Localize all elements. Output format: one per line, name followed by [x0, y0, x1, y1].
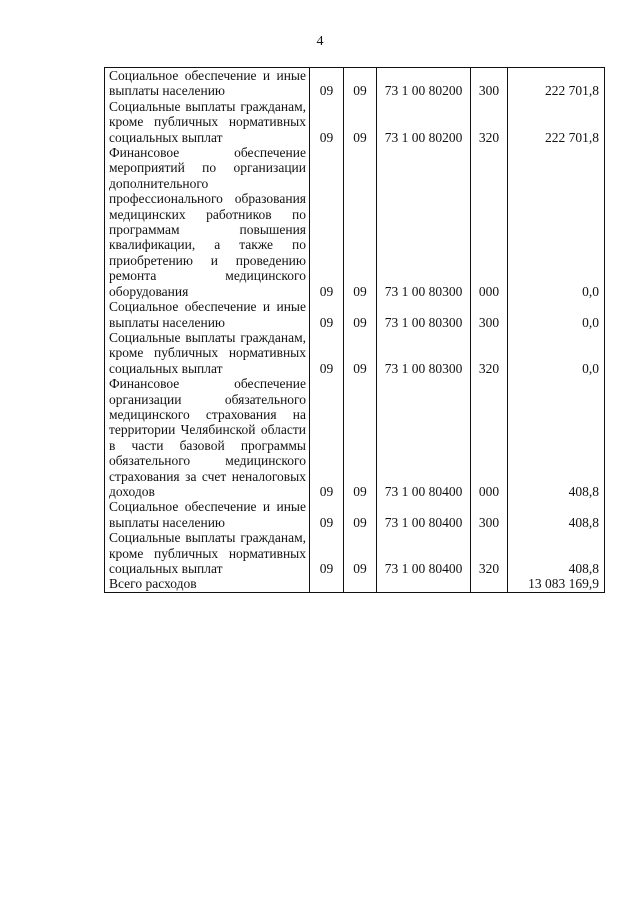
- row-expense-type: 300: [471, 299, 508, 330]
- row-section: 09: [310, 68, 344, 99]
- table-row: [105, 530, 605, 576]
- page-number: 4: [316, 34, 324, 49]
- row-target-article: 73 1 00 80200: [377, 99, 471, 145]
- row-target-article: 73 1 00 80400: [377, 376, 471, 499]
- row-section: 09: [310, 330, 344, 376]
- row-name: Социальное обеспечение и иные выплаты населению: [105, 299, 310, 330]
- row-name: Финансовое обеспечение мероприятий по организации дополнительного профессионального образования медицинских работников по программам повышения квалификации, а также по приобретению и проведению ремонта медицинского оборудования: [105, 145, 310, 299]
- row-expense-type: 000: [471, 376, 508, 499]
- row-name: Социальное обеспечение и иные выплаты населению: [105, 499, 310, 530]
- row-subsection: 09: [344, 299, 377, 330]
- total-label: Всего расходов: [105, 576, 310, 592]
- row-subsection: 09: [344, 68, 377, 99]
- row-name: Социальные выплаты гражданам, кроме публичных нормативных социальных выплат: [105, 330, 310, 376]
- row-subsection: 09: [344, 376, 377, 499]
- row-expense-type: 320: [471, 99, 508, 145]
- table-row: [105, 330, 605, 376]
- row-section: 09: [310, 376, 344, 499]
- row-target-article: 73 1 00 80400: [377, 530, 471, 576]
- row-expense-type: 320: [471, 530, 508, 576]
- table-row: [105, 299, 605, 330]
- row-amount: 0,0: [508, 145, 605, 299]
- row-subsection: 09: [344, 499, 377, 530]
- row-amount: 408,8: [508, 376, 605, 499]
- row-amount: 0,0: [508, 330, 605, 376]
- row-section: 09: [310, 299, 344, 330]
- row-amount: 222 701,8: [508, 99, 605, 145]
- row-expense-type: 300: [471, 499, 508, 530]
- row-name: Финансовое обеспечение организации обязательного медицинского страхования на территории Челябинской области в части базовой программы обязательного медицинского страхования за счет неналоговых доходов: [105, 376, 310, 499]
- total-amount: 13 083 169,9: [508, 576, 605, 592]
- table-row: [105, 145, 605, 299]
- row-amount: 408,8: [508, 530, 605, 576]
- row-section: 09: [310, 530, 344, 576]
- row-target-article: 73 1 00 80300: [377, 145, 471, 299]
- row-section: 09: [310, 499, 344, 530]
- row-amount: 408,8: [508, 499, 605, 530]
- table-row: [105, 68, 605, 99]
- row-name: Социальные выплаты гражданам, кроме публичных нормативных социальных выплат: [105, 530, 310, 576]
- row-target-article: 73 1 00 80400: [377, 499, 471, 530]
- row-subsection: 09: [344, 99, 377, 145]
- row-name: Социальное обеспечение и иные выплаты населению: [105, 68, 310, 99]
- row-amount: 0,0: [508, 299, 605, 330]
- row-subsection: 09: [344, 145, 377, 299]
- row-target-article: 73 1 00 80300: [377, 299, 471, 330]
- row-name: Социальные выплаты гражданам, кроме публичных нормативных социальных выплат: [105, 99, 310, 145]
- row-subsection: 09: [344, 330, 377, 376]
- row-amount: 222 701,8: [508, 68, 605, 99]
- row-expense-type: 000: [471, 145, 508, 299]
- row-target-article: 73 1 00 80200: [377, 68, 471, 99]
- row-expense-type: 300: [471, 68, 508, 99]
- table-row: [105, 499, 605, 530]
- row-target-article: 73 1 00 80300: [377, 330, 471, 376]
- total-row: [105, 576, 605, 592]
- expenditure-table: [104, 67, 605, 593]
- row-section: 09: [310, 99, 344, 145]
- row-section: 09: [310, 145, 344, 299]
- table-row: [105, 99, 605, 145]
- row-expense-type: 320: [471, 330, 508, 376]
- table-row: [105, 376, 605, 499]
- row-subsection: 09: [344, 530, 377, 576]
